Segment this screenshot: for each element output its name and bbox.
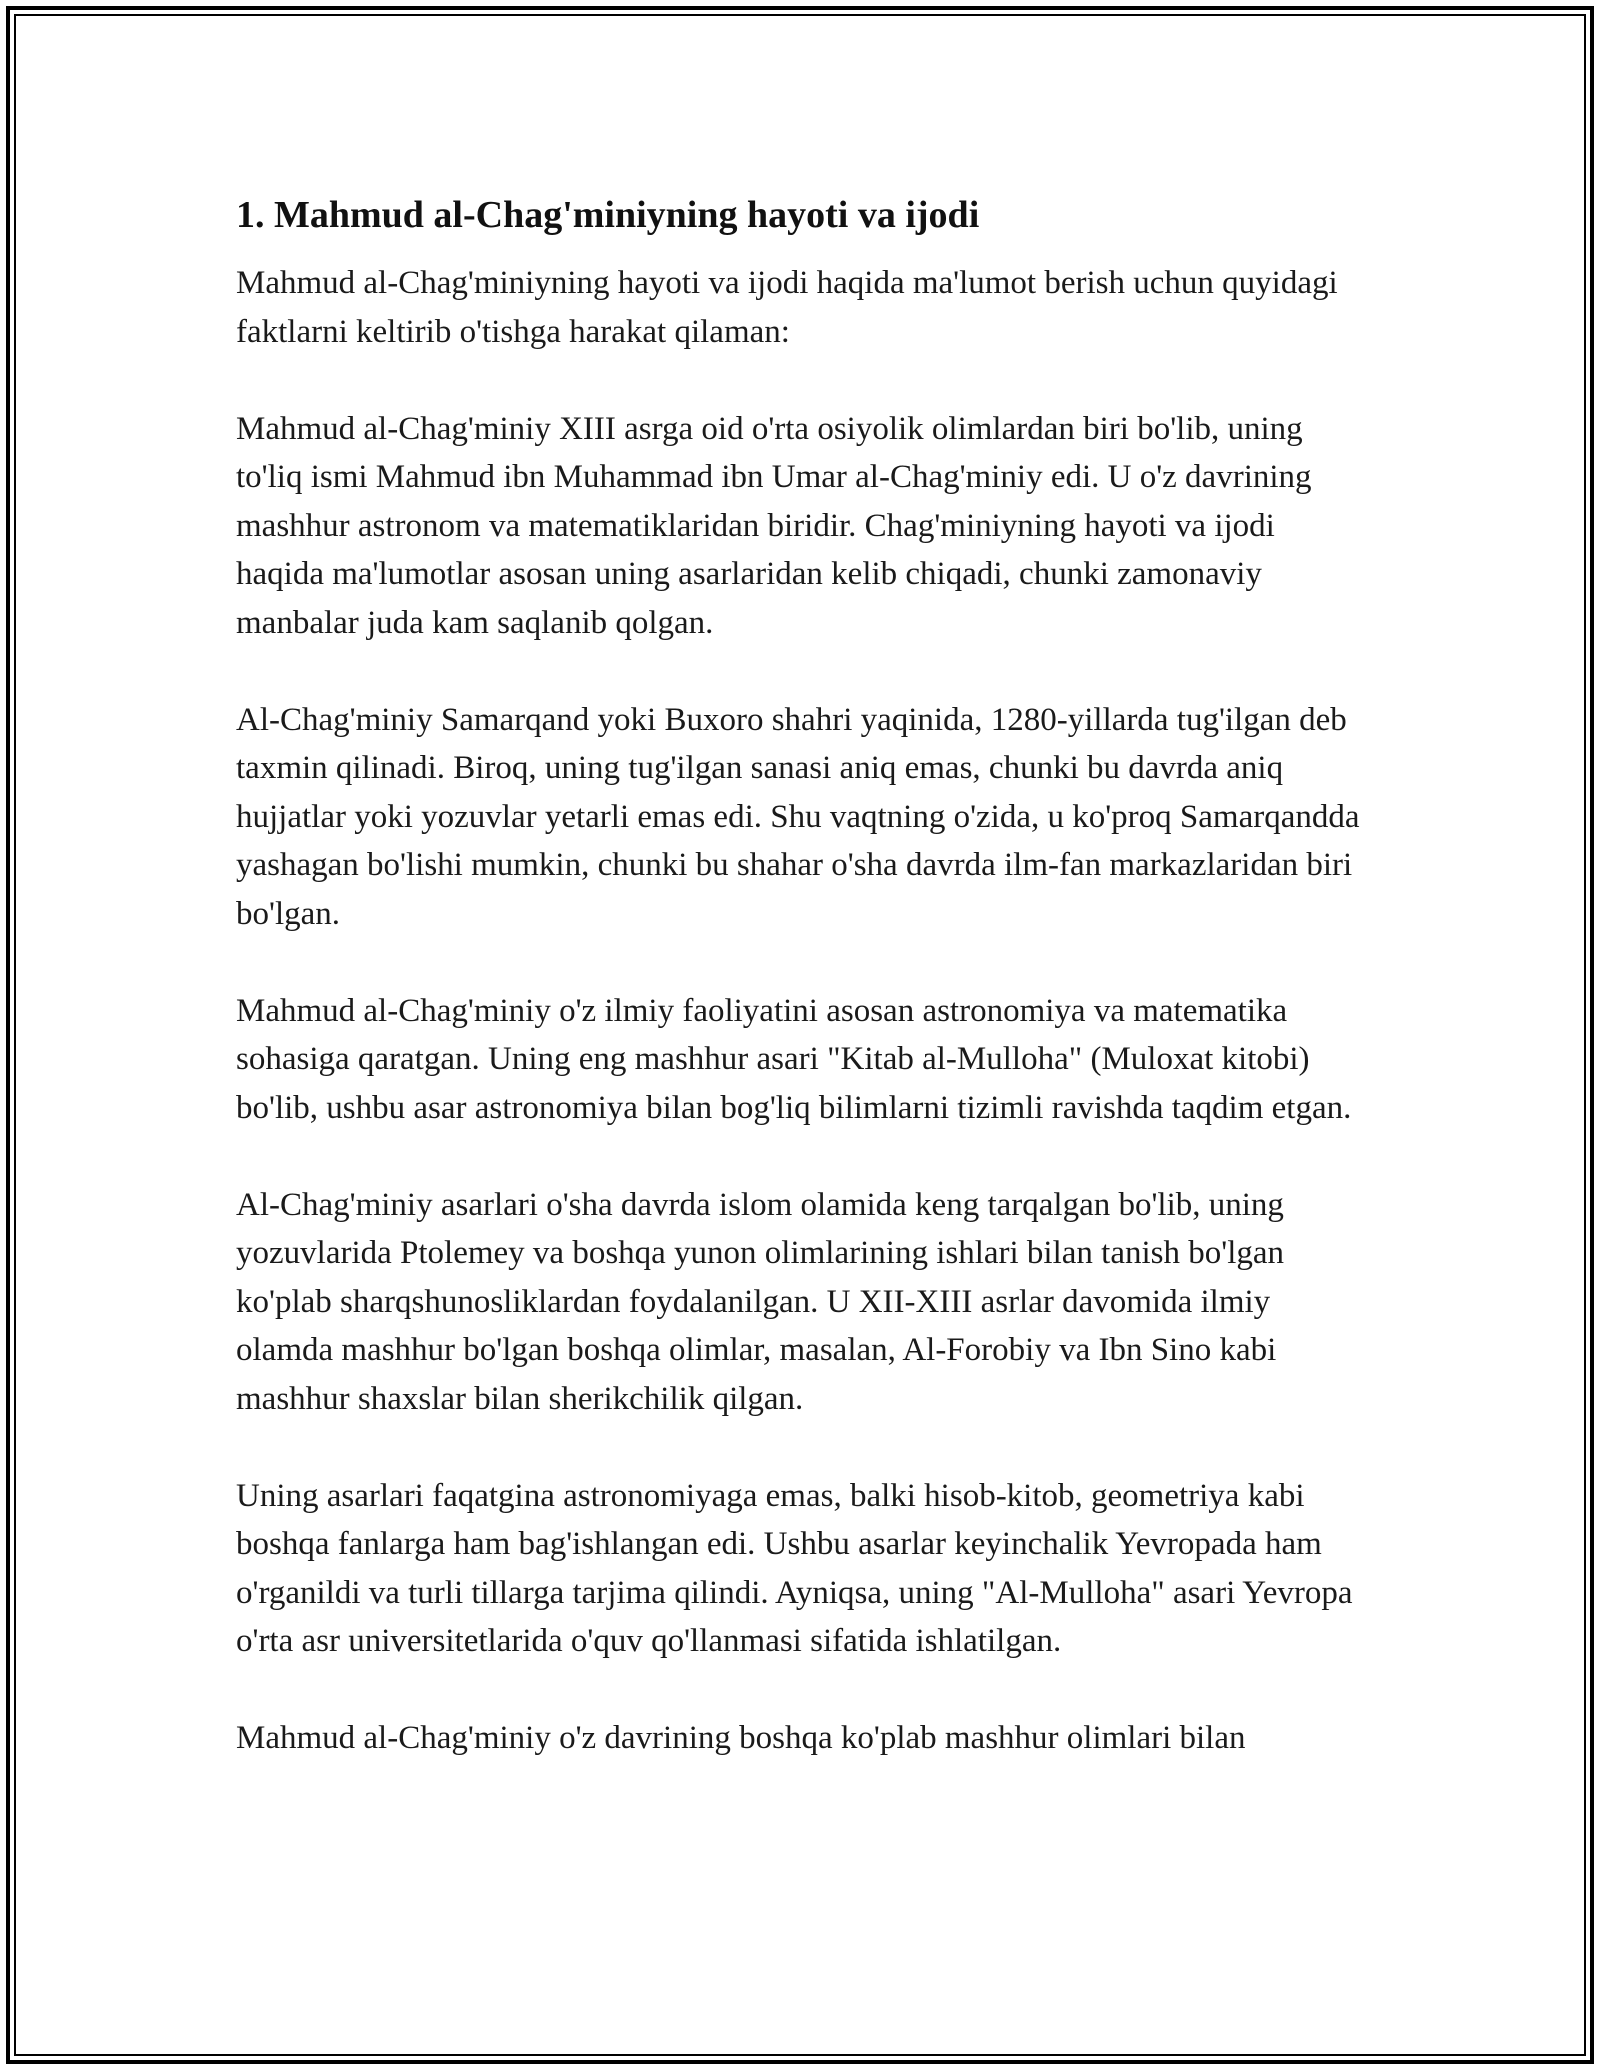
document-body xyxy=(236,185,1371,1811)
paragraph-biography: Mahmud al-Chag'miniy XIII asrga oid o'rta osiyolik olimlardan biri bo'lib, uning to'liq ismi Mahmud ibn Muhammad ibn Umar al-Chag'miniy edi. U o'z davrining mashhur astronom va matematiklaridan biridir. Chag'miniyning hayoti va ijodi haqida ma'lumotlar asosan uning asarlaridan kelib chiqadi, chunki zamonaviy manbalar juda kam saqlanib qolgan. xyxy=(236,410,1312,641)
paragraph-influence: Al-Chag'miniy asarlari o'sha davrda islom olamida keng tarqalgan bo'lib, uning yozuvlarida Ptolemey va boshqa yunon olimlarining ishlari bilan tanish bo'lgan ko'plab sharqshunosliklardan foydalanilgan. U XII-XIII asrlar davomida ilmiy olamda mashhur bo'lgan boshqa olimlar, masalan, Al-Forobiy va Ibn Sino kabi mashhur shaxslar bilan sherikchilik qilgan. xyxy=(236,1186,1285,1417)
paragraph-works: Uning asarlari faqatgina astronomiyaga emas, balki hisob-kitob, geometriya kabi boshqa fanlarga ham bag'ishlangan edi. Ushbu asarlar keyinchalik Yevropada ham o'rganildi va turli tillarga tarjima qilindi. Ayniqsa, uning "Al-Mulloha" asari Yevropa o'rta asr universitetlarida o'quv qo'llanmasi sifatida ishlatilgan. xyxy=(236,1477,1353,1659)
paragraph-intro: Mahmud al-Chag'miniyning hayoti va ijodi haqida ma'lumot berish uchun quyidagi faktlarni keltirib o'tishga harakat qilaman: xyxy=(236,265,1338,350)
paragraph-birthplace: Al-Chag'miniy Samarqand yoki Buxoro shahri yaqinida, 1280-yillarda tug'ilgan deb taxmin qilinadi. Biroq, uning tug'ilgan sanasi aniq emas, chunki bu davrda aniq hujjatlar yoki yozuvlar yetarli emas edi. Shu vaqtning o'zida, u ko'proq Samarqandda yashagan bo'lishi mumkin, chunki bu shahar o'sha davrda ilm-fan markazlaridan biri bo'lgan. xyxy=(236,701,1360,932)
paragraph-scientific-activity: Mahmud al-Chag'miniy o'z ilmiy faoliyatini asosan astronomiya va matematika sohasiga qaratgan. Uning eng mashhur asari "Kitab al-Mulloha" (Muloxat kitobi) bo'lib, ushbu asar astronomiya bilan bog'liq bilimlarni tizimli ravishda taqdim etgan. xyxy=(236,992,1352,1126)
section-heading: 1. Mahmud al-Chag'miniyning hayoti va ijodi xyxy=(236,194,980,236)
paragraph-contemporaries: Mahmud al-Chag'miniy o'z davrining boshqa ko'plab mashhur olimlari bilan xyxy=(236,1720,1246,1756)
